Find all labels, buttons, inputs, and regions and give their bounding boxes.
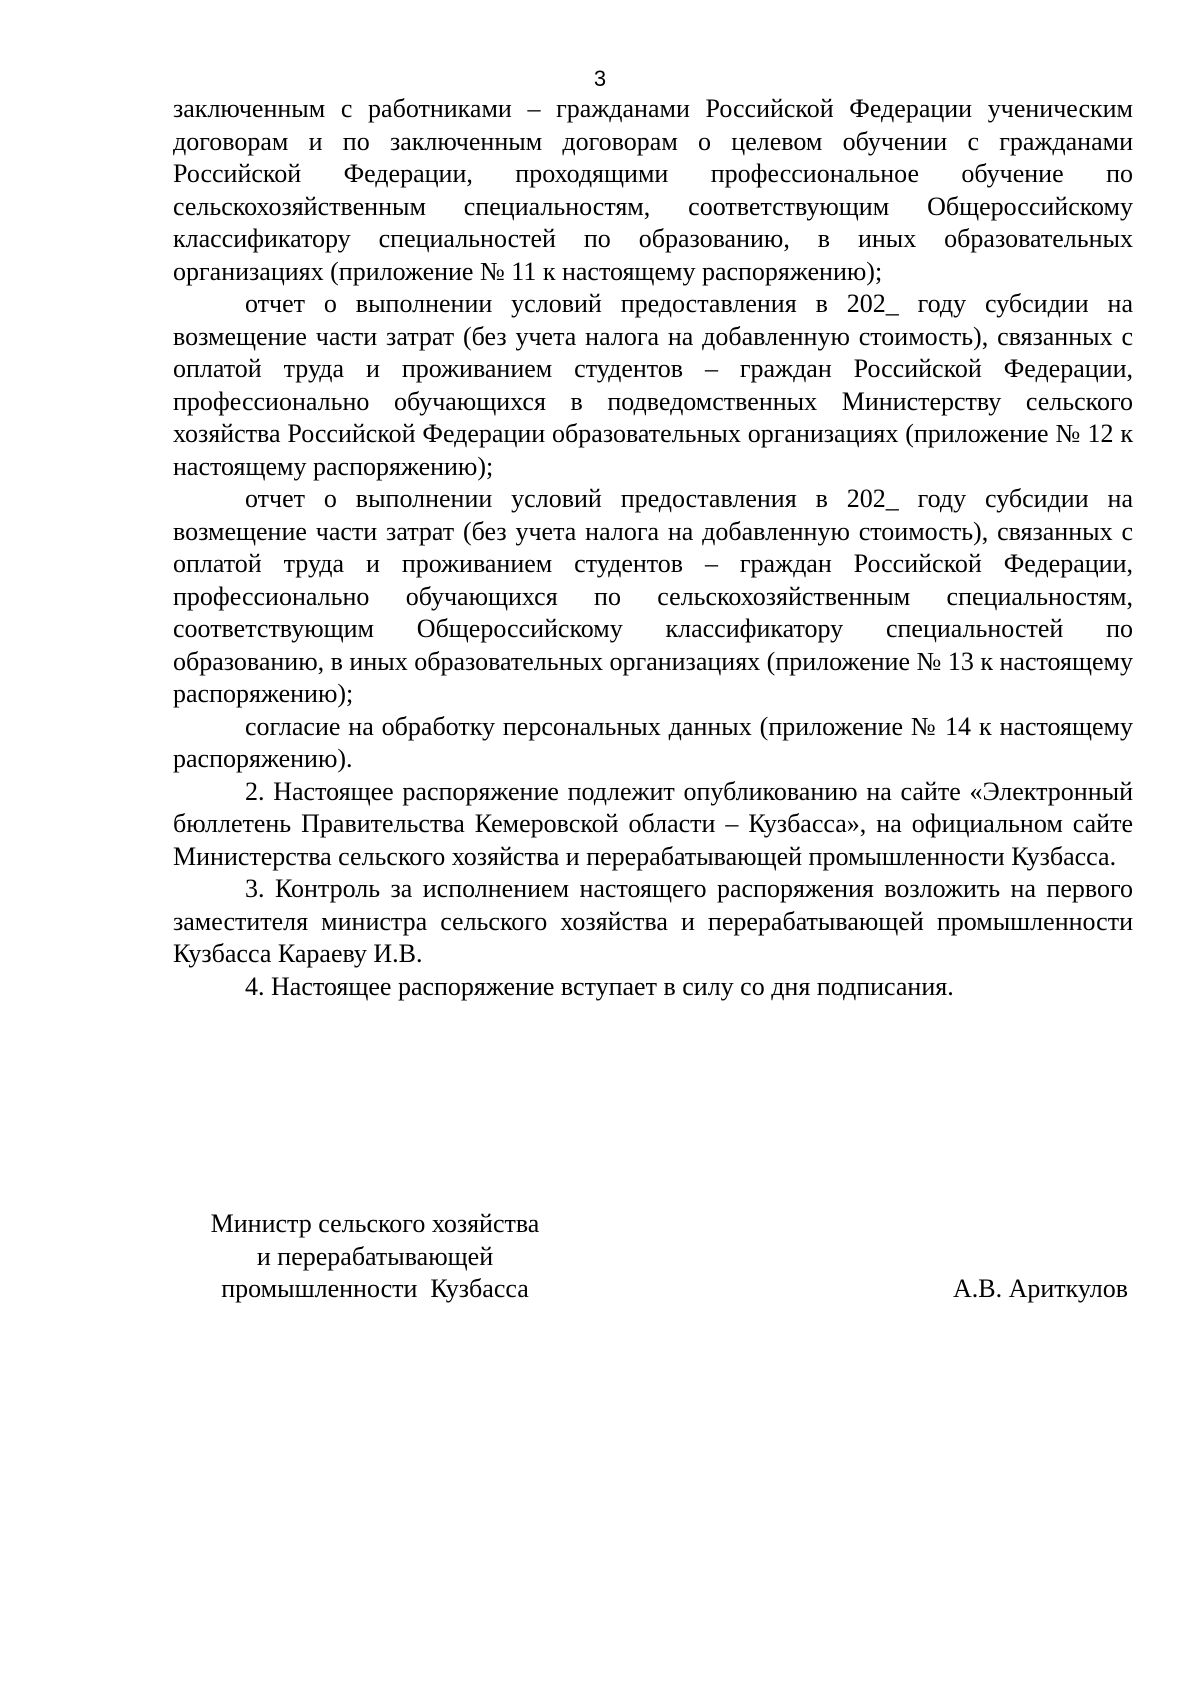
paragraph-appendix-11-continuation: заключенным с работниками – гражданами Российской Федерации ученическим договорам и по заключенным договорам о целевом обучении с гражданами Российской Федерации, проходящими профессиональное обучение по сельскохозяйственным специальностям, соответствующим Общероссийскому классификатору специальностей по образованию, в иных образовательных организациях (приложение № 11 к настоящему распоряжению); [173, 94, 1133, 286]
signatory-name: А.В. Ариткулов [953, 1274, 1129, 1303]
paragraph-appendix-13: отчет о выполнении условий предоставления в 202_ году субсидии на возмещение части затрат (без учета налога на добавленную стоимость), связанных с оплатой труда и проживанием студентов – граждан Российской Федерации, профессионально обучающихся по сельскохозяйственным специальностям, соответствующим Общероссийскому классификатору специальностей по образованию, в иных образовательных организациях (приложение № 13 к настоящему распоряжению); [173, 484, 1133, 708]
clause-2-publication: 2. Настоящее распоряжение подлежит опубликованию на сайте «Электронный бюллетень Правительства Кемеровской области – Кузбасса», на официальном сайте Министерства сельского хозяйства и перерабатывающей промышленности Кузбасса. [173, 776, 1133, 871]
signatory-title [195, 1208, 555, 1306]
clause-4-effective-date: 4. Настоящее распоряжение вступает в силу со дня подписания. [245, 971, 954, 1001]
signatory-title-line: и перерабатывающей [256, 1241, 494, 1271]
signatory-title-line: промышленности Кузбасса [221, 1274, 529, 1303]
document-body [173, 93, 1133, 1003]
signatory-title-line: Министр сельского хозяйства [210, 1209, 540, 1238]
paragraph-appendix-12: отчет о выполнении условий предоставления в 202_ году субсидии на возмещение части затрат (без учета налога на добавленную стоимость), связанных с оплатой труда и проживанием студентов – граждан Российской Федерации, профессионально обучающихся в подведомственных Министерству сельского хозяйства Российской Федерации образовательных организациях (приложение № 12 к настоящему распоряжению); [173, 289, 1133, 481]
clause-3-control: 3. Контроль за исполнением настоящего распоряжения возложить на первого заместителя министра сельского хозяйства и перерабатывающей промышленности Кузбасса Караеву И.В. [173, 874, 1133, 968]
paragraph-appendix-14: согласие на обработку персональных данных (приложение № 14 к настоящему распоряжению). [173, 711, 1133, 773]
page-number: 3 [593, 66, 607, 91]
